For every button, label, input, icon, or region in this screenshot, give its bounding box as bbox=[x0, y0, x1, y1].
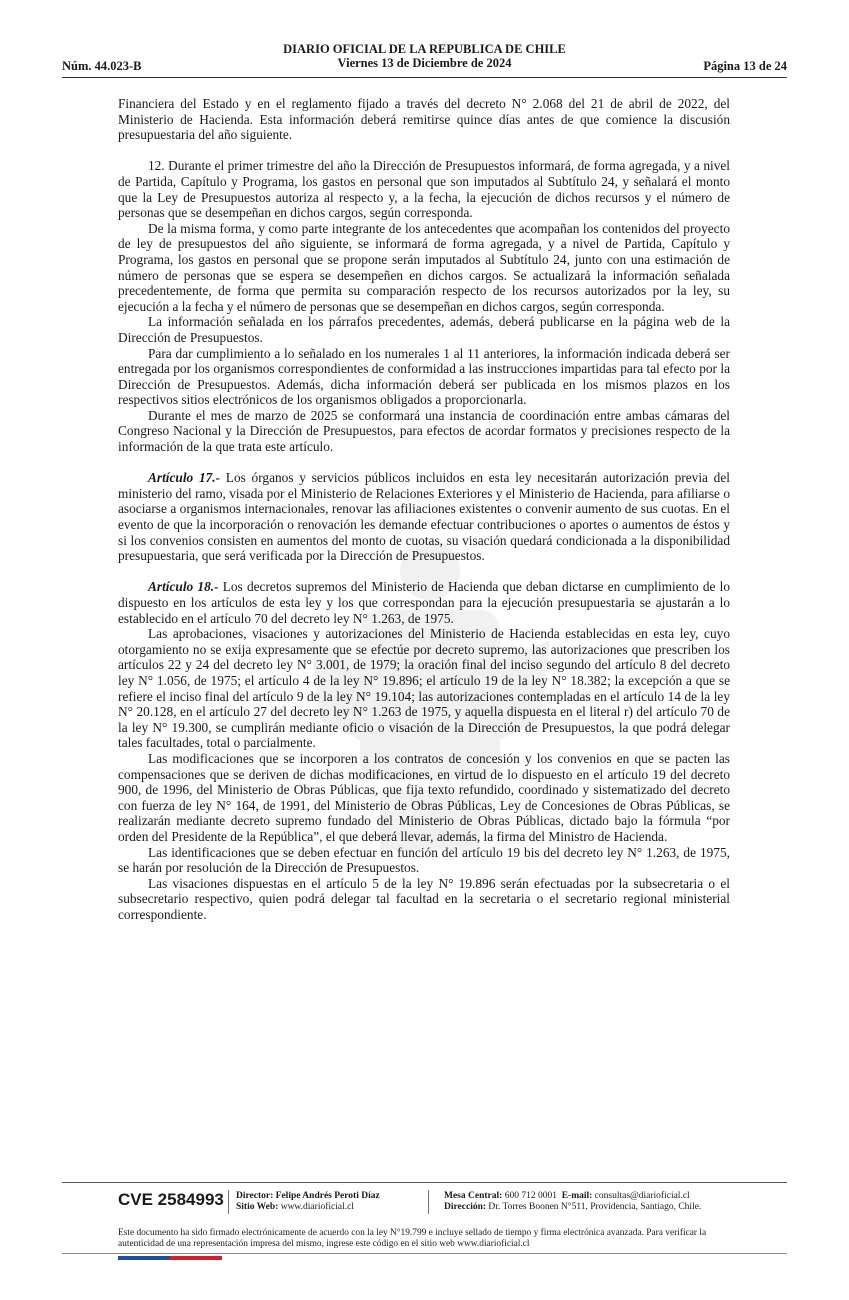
footer-director-block bbox=[236, 1191, 380, 1213]
flag-bar-blue bbox=[118, 1256, 170, 1260]
paragraph: Las aprobaciones, visaciones y autorizaciones del Ministerio de Hacienda establecidas en esta ley, cuyo otorgamiento no se exija expresamente que se efectúe por decreto supremo, las autorizaciones que prescriben los artículos 22 y 24 del decreto ley N° 3.001, de 1979; la oración final del inciso segundo del artículo 8 del decreto ley N° 1.056, de 1975; el artículo 4 de la ley N° 19.896; el artículo 19 de la ley N° 18.382; la excepción a que se refiere el inciso final del artículo 9 de la ley N° 19.104; las autorizaciones contempladas en el artículo 14 de la ley N° 20.128, en el artículo 27 del decreto ley N° 1.263 de 1975, y aquella dispuesta en el literal r) del artículo 70 de la ley N° 19.300, se cumplirán mediante oficio o visación de la Dirección de Presupuestos, la que podrá delegar tales facultades, total o parcialmente. bbox=[118, 626, 730, 751]
director-name: Felipe Andrés Peroti Díaz bbox=[275, 1191, 380, 1201]
publication-title: DIARIO OFICIAL DE LA REPUBLICA DE CHILE bbox=[283, 42, 566, 56]
email-link[interactable]: consultas@diarioficial.cl bbox=[594, 1191, 690, 1201]
paragraph: Las modificaciones que se incorporen a los contratos de concesión y los convenios en que se pacten las compensaciones que se deriven de dichas modificaciones, en virtud de lo dispuesto en el artículo 19 del decreto 900, de 1996, del Ministerio de Obras Públicas, que fija texto refundido, coordinado y sistematizado del decreto con fuerza de ley N° 164, de 1991, del Ministerio de Obras Públicas, Ley de Concesiones de Obras Públicas, se realizarán mediante decreto supremo fundado del Ministerio de Obras Públicas, dictado bajo la fórmula “por orden del Presidente de la República”, el que deberá llevar, además, la firma del Ministro de Hacienda. bbox=[118, 750, 730, 844]
central-phone: 600 712 0001 bbox=[504, 1191, 557, 1201]
flag-bar-red bbox=[170, 1256, 222, 1260]
address-value: Dr. Torres Boonen N°511, Providencia, Santiago, Chile. bbox=[488, 1202, 702, 1212]
page-header bbox=[62, 42, 787, 76]
document-body bbox=[118, 96, 730, 922]
paragraph: Para dar cumplimiento a lo señalado en los numerales 1 al 11 anteriores, la información indicada deberá ser entregada por los organismos correspondientes de conformidad a las instrucciones impartidas para tal efecto por la Dirección de Presupuestos. Además, dicha información deberá ser publicada en los mismos plazos en los respectivos sitios electrónicos de los organismos obligados a proporcionarla. bbox=[118, 345, 730, 408]
article-18-label: Artículo 18.- bbox=[148, 579, 219, 595]
director-label: Director: bbox=[236, 1191, 274, 1201]
address-label: Dirección: bbox=[444, 1202, 487, 1212]
paragraph: Las identificaciones que se deben efectuar en función del artículo 19 bis del decreto ley N° 1.263, de 1975, se harán por resolución de la Dirección de Presupuestos. bbox=[118, 844, 730, 876]
footer-divider-bottom bbox=[62, 1253, 787, 1254]
signature-disclaimer: Este documento ha sido firmado electrónicamente de acuerdo con la ley N°19.799 e incluye sellado de tiempo y firma electrónica avanzada. Para verificar la autenticidad de una representación impresa del mismo, ingrese este código en el sitio web www.diarioficial.cl bbox=[118, 1228, 707, 1249]
article-17 bbox=[118, 470, 730, 564]
email-label: E-mail: bbox=[561, 1191, 593, 1201]
paragraph: La información señalada en los párrafos precedentes, además, deberá publicarse en la página web de la Dirección de Presupuestos. bbox=[118, 314, 730, 345]
site-link[interactable]: www.diarioficial.cl bbox=[280, 1202, 354, 1212]
paragraph: Financiera del Estado y en el reglamento fijado a través del decreto N° 2.068 del 21 de abril de 2022, del Ministerio de Hacienda. Esta información deberá remitirse quince días antes de que comience la discusión presupuestaria del año siguiente. bbox=[118, 96, 730, 143]
central-label: Mesa Central: bbox=[444, 1191, 503, 1201]
page-number: Página 13 de 24 bbox=[703, 59, 787, 73]
article-18 bbox=[118, 579, 730, 626]
paragraph: Durante el mes de marzo de 2025 se conformará una instancia de coordinación entre ambas cámaras del Congreso Nacional y la Dirección de Presupuestos, para efectos de acordar formatos y precisiones respecto de la información de la que trata este artículo. bbox=[118, 407, 730, 455]
issue-number: Núm. 44.023-B bbox=[62, 59, 142, 73]
footer-separator bbox=[428, 1190, 429, 1214]
publication-date: Viernes 13 de Diciembre de 2024 bbox=[337, 56, 512, 70]
paragraph: De la misma forma, y como parte integrante de los antecedentes que acompañan los contenidos del proyecto de ley de presupuestos del año siguiente, se informará de forma agregada, y a nivel de Partida, Capítulo y Programa, los gastos en personal que se propone serán imputados al Subtítulo 24, junto con una estimación de número de personas que se espera se desempeñen en dichos cargos. Se actualizará la información señalada precedentemente, de forma que permita su comparación respecto de los recursos autorizados por la ley, su ejecución a la fecha y el número de personas que se desempeñan en dichos cargos, según corresponda. bbox=[118, 220, 730, 314]
footer-divider bbox=[62, 1182, 787, 1183]
paragraph: 12. Durante el primer trimestre del año la Dirección de Presupuestos informará, de forma agregada, y a nivel de Partida, Capítulo y Programa, los gastos en personal que son imputados al Subtítulo 24, y señalará el monto que la Ley de Presupuestos autoriza al respecto y, a la fecha, la ejecución de dichos recursos y el número de personas que se desempeñan en dichos cargos, según corresponda. bbox=[118, 158, 730, 221]
article-17-text: Los órganos y servicios públicos incluidos en esta ley necesitarán autorización previa del ministerio del ramo, visada por el Ministerio de Relaciones Exteriores y el Ministerio de Hacienda, para afiliarse o asociarse a organismos internacionales, renovar las afiliaciones existentes o convenir aumento de sus cuotas. En el evento de que la incorporación o renovación les demande efectuar contribuciones o aportes o aumentos de éstos y si los convenios consisten en aumentos del monto de cuotas, su visación quedará condicionada a la disponibilidad presupuestaria, que será verificada por la Dirección de Presupuestos. bbox=[118, 470, 730, 564]
footer-contact-block bbox=[444, 1191, 701, 1213]
site-label: Sitio Web: bbox=[236, 1202, 279, 1212]
article-18-text: Los decretos supremos del Ministerio de Hacienda que deban dictarse en cumplimiento de lo dispuesto en los artículos de esta ley y los que correspondan para la ejecución presupuestaria se ajustarán a lo establecido en el artículo 70 del decreto ley N° 1.263, de 1975. bbox=[118, 579, 730, 626]
masthead bbox=[62, 42, 787, 70]
cve-code: CVE 2584993 bbox=[118, 1190, 224, 1209]
article-17-label: Artículo 17.- bbox=[148, 470, 221, 486]
paragraph: Las visaciones dispuestas en el artículo 5 de la ley N° 19.896 serán efectuadas por la subsecretaria o el subsecretario respectivo, quien podrá delegar tal facultad en la secretaria o el secretario regional ministerial correspondiente. bbox=[118, 875, 730, 922]
footer-separator bbox=[228, 1190, 229, 1214]
header-divider bbox=[62, 77, 787, 78]
